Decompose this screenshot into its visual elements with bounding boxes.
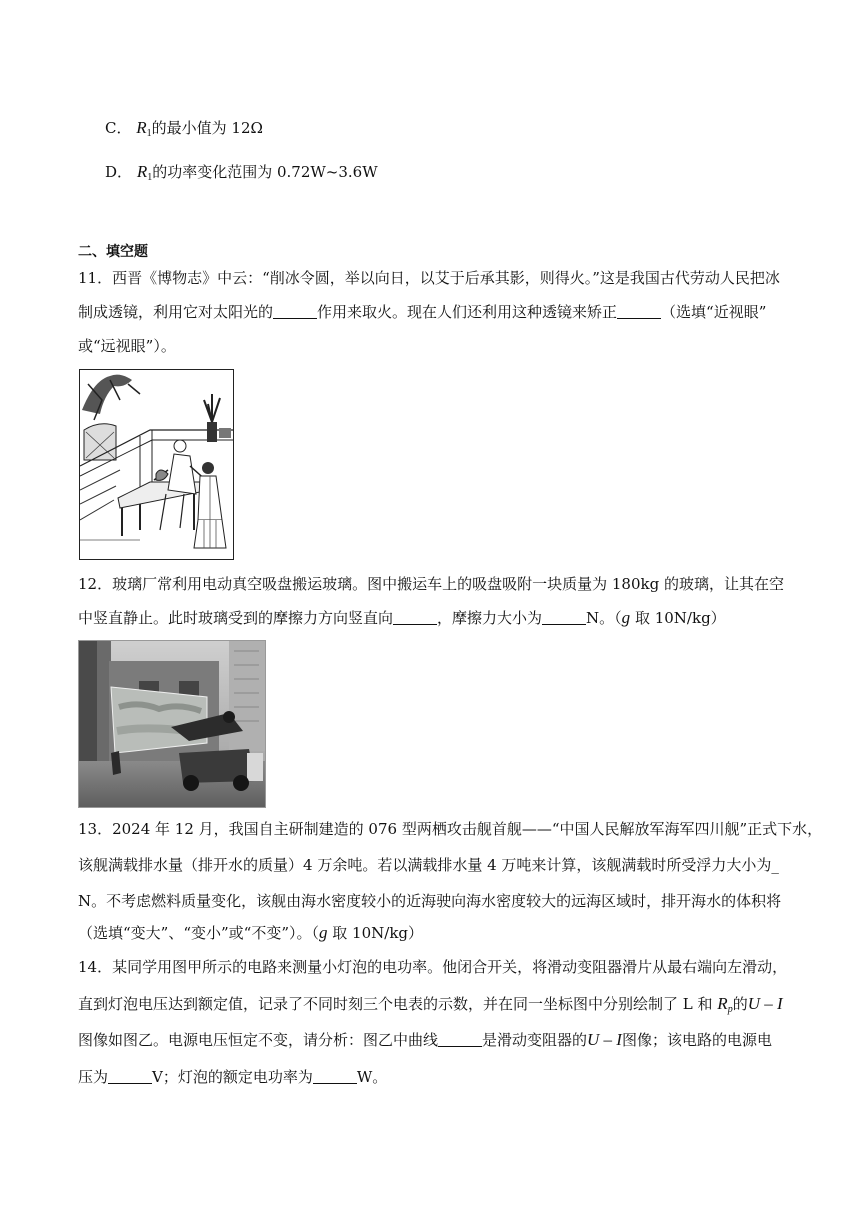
q14-line4: 压为 V；灯泡的额定电功率为 W。 xyxy=(78,1068,388,1086)
answer-blank[interactable] xyxy=(108,1069,152,1084)
q14-line3: 图像如图乙。电源电压恒定不变，请分析：图乙中曲线 是滑动变阻器的U – I图像；该电路的电源电 xyxy=(78,1030,772,1049)
illustration-drawing xyxy=(80,370,233,559)
variable-r: $R_1$ xyxy=(136,118,152,139)
answer-blank[interactable] xyxy=(273,304,317,319)
option-letter: D． xyxy=(105,163,133,181)
photo-drawing xyxy=(79,641,265,807)
option-text: 的功率变化范围为 0.72W~3.6W xyxy=(152,163,378,181)
q12-line1: 12．玻璃厂常利用电动真空吸盘搬运玻璃。图中搬运车上的吸盘吸附一块质量为 180kg 的玻璃，让其在空 xyxy=(78,575,784,593)
q11-line2: 制成透镜，利用它对太阳光的 作用来取火。现在人们还利用这种透镜来矫正 （选填“近视眼” xyxy=(78,303,767,321)
q14-line1: 14．某同学用图甲所示的电路来测量小灯泡的电功率。他闭合开关，将滑动变阻器滑片从最右端向左滑动， xyxy=(78,958,788,976)
section-title: 二、填空题 xyxy=(78,244,148,260)
option-letter: C． xyxy=(105,119,132,137)
q13-line2: 该舰满载排水量（排开水的质量）4 万余吨。若以满载排水量 4 万吨来计算，该舰满载时所受浮力大小为_ xyxy=(78,856,779,874)
q11-line1: 11．西晋《博物志》中云：“削冰令圆，举以向日，以艾于后承其影，则得火。”这是我国古代劳动人民把冰 xyxy=(78,269,780,287)
option-d xyxy=(105,162,378,188)
q13-line4: （选填“变大”、“变小”或“不变”）。（g 取 10N/kg） xyxy=(78,923,424,942)
answer-blank[interactable] xyxy=(438,1032,482,1047)
q12-line2: 中竖直静止。此时玻璃受到的摩擦力方向竖直向 ，摩擦力大小为 N。（g 取 10N/kg） xyxy=(78,608,726,627)
option-text: 的最小值为 12Ω xyxy=(151,119,263,137)
q13-line3: N。不考虑燃料质量变化，该舰由海水密度较小的近海驶向海水密度较大的远海区域时，排开海水的体积将 xyxy=(78,892,782,910)
ancient-fire-illustration xyxy=(79,369,234,560)
answer-blank[interactable] xyxy=(542,610,586,625)
option-c xyxy=(105,118,263,144)
glass-lifting-photo xyxy=(78,640,266,808)
q11-line3: 或“远视眼”）。 xyxy=(78,337,176,355)
answer-blank[interactable] xyxy=(313,1069,357,1084)
variable-r: $R_1$ xyxy=(136,162,153,183)
q13-line1: 13．2024 年 12 月，我国自主研制建造的 076 型两栖攻击舰首舰——“中国人民解放军海军四川舰”正式下水， xyxy=(78,820,823,838)
answer-blank[interactable] xyxy=(617,304,661,319)
variable-rp: $R_p$ xyxy=(717,994,733,1015)
q14-line2: 直到灯泡电压达到额定值，记录了不同时刻三个电表的示数，并在同一坐标图中分别绘制了 L 和 $R_p$的U – I xyxy=(78,994,783,1015)
answer-blank[interactable] xyxy=(393,610,437,625)
